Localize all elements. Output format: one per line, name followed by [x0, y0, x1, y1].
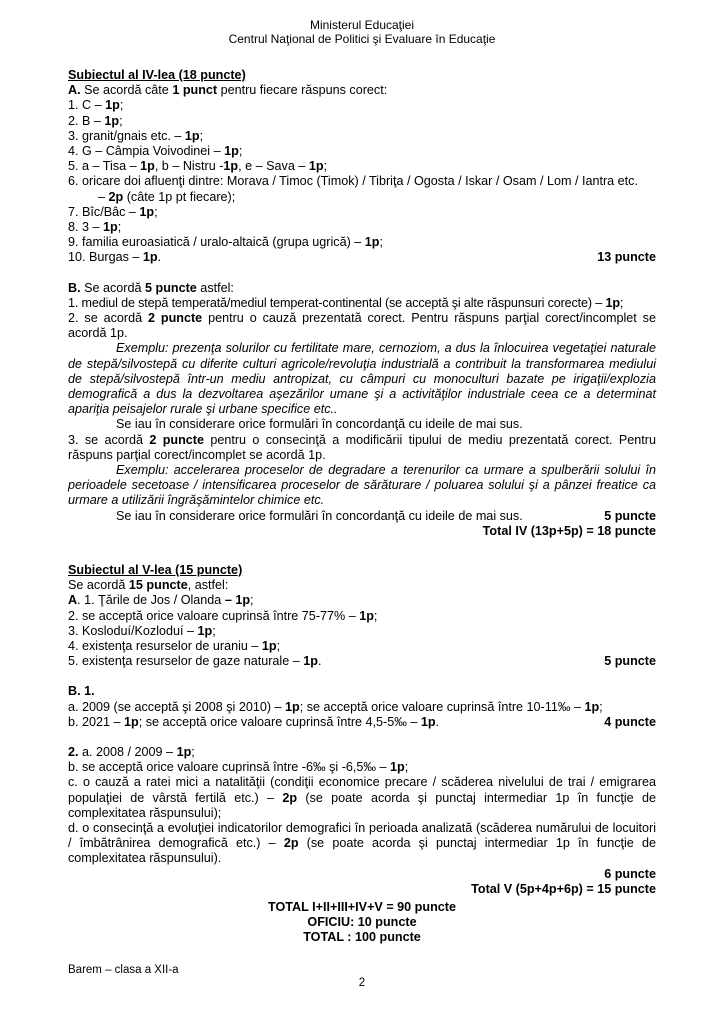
b1-label: B. 1.: [68, 684, 95, 699]
answer-item-last-row: 10. Burgas – 1p. 13 puncte: [68, 250, 656, 265]
grand-totals: [0, 900, 724, 946]
answer-item: 8. 3 – 1p;: [68, 220, 122, 235]
b-item-1: 1. mediul de stepă temperată/mediul temperat-continental (se acceptă şi alte răspunsuri corecte) – 1p;: [68, 295, 624, 310]
a-item: A. 1. Ţările de Jos / Olanda – 1p;: [68, 593, 254, 608]
header-ministry: Ministerul Educaţiei: [309, 18, 415, 32]
a-item: 3. Kosloduí/Kozloduí – 1p;: [68, 623, 216, 638]
b-item-3-note-row: [68, 509, 656, 524]
total-v: Total V (5p+4p+6p) = 15 puncte: [471, 881, 656, 896]
b2-item-d: d. o consecinţă a evoluţiei indicatorilor demografici în perioada analizată (scăderea numărului de locuitori / îmbătrânirea demografică etc.) – 2p (se poate acorda şi punctaj intermediar 1p în funcţie de complexitatea răspunsului).: [68, 821, 656, 866]
b-item-3-example: Exemplu: accelerarea proceselor de degradare a terenurilor ca urmare a spulberării solului în perioadele secetoase / intensificarea proceselor de sărăturare / poluarea solului şi a pânzei freatice ca urmare a utilizării îngrăşămintelor chimice etc.: [68, 463, 656, 508]
subject-iv: [68, 68, 656, 539]
a-item: 4. existenţa resurselor de uraniu – 1p;: [68, 639, 281, 654]
office-points-line: OFICIU: 10 puncte: [307, 915, 417, 930]
b2-item-a: 2. a. 2008 / 2009 – 1p;: [68, 745, 195, 760]
header-center: Centrul Naţional de Politici şi Evaluare în Educaţie: [228, 32, 496, 46]
subtotal-v-a: 5 puncte: [604, 654, 656, 669]
b2-item-c: c. o cauză a ratei mici a natalităţii (condiţii economice precare / scăderea nivelului de trai / emigrarea populaţiei de vârstă fertilă etc.) – 2p (se poate acorda şi punctaj intermediar 1p în funcţie de complexitatea răspunsului);: [68, 775, 656, 820]
subtotal-a: 13 puncte: [597, 250, 656, 265]
subject-v-title: Subiectul al V-lea (15 puncte): [68, 563, 243, 577]
b-item-2-note: Se iau în considerare orice formulări în concordanţă cu ideile de mai sus.: [116, 417, 523, 432]
a-item: 2. se acceptă orice valoare cuprinsă între 75-77% – 1p;: [68, 608, 378, 623]
header: [0, 18, 724, 46]
answer-item: 6. oricare doi afluenţi dintre: Morava / Timoc (Timok) / Tibriţa / Ogosta / Iskar / Osam / Lom / Iantra etc.: [68, 174, 638, 189]
subtotal-v-b2: 6 puncte: [604, 866, 656, 881]
b-item-3-note: Se iau în considerare orice formulări în concordanţă cu ideile de mai sus.: [116, 508, 523, 523]
b-item-2-example: Exemplu: prezenţa solurilor cu fertilitate mare, cernoziom, a dus la înlocuirea vegetaţiei naturale de stepă/silvostepă cu diferite culturi agricole/revoluţia industrială a contribuit la transformarea mediului de stepă/silvostepă într-un mediu antropizat, cu câmpuri cu monoculturi bazate pe irigaţii/explozia demografică a dus la dezvoltarea aşezărilor umane şi a activităţilor industriale ceea ce a determinat apariţia peisajelor rurale şi urbane specifice etc..: [68, 341, 656, 417]
b-item-3: 3. se acordă 2 puncte pentru o consecinţă a modificării tipului de mediu prezentată corect. Pentru răspuns parţial corect/incomplet se acordă 1p.: [68, 432, 656, 462]
final-total-line: TOTAL : 100 puncte: [303, 930, 421, 945]
grand-total-line: TOTAL I+II+III+IV+V = 90 puncte: [268, 900, 456, 914]
footer-label: Barem – clasa a XII-a: [68, 964, 179, 976]
answer-item: 1. C – 1p;: [68, 98, 124, 113]
b-item-2: 2. se acordă 2 puncte pentru o cauză prezentată corect. Pentru răspuns parţial corect/incomplet se acordă 1p.: [68, 311, 656, 341]
answer-item: 5. a – Tisa – 1p, b – Nistru -1p, e – Sava – 1p;: [68, 159, 328, 174]
subject-iv-b-intro: B. Se acordă 5 puncte astfel:: [68, 280, 234, 295]
answer-item: 2. B – 1p;: [68, 113, 123, 128]
b2-item-b: b. se acceptă orice valoare cuprinsă între -6‰ şi -6,5‰ – 1p;: [68, 760, 409, 775]
answer-item: 9. familia euroasiatică / uralo-altaică (grupa ugrică) – 1p;: [68, 235, 383, 250]
b1-item-a: a. 2009 (se acceptă şi 2008 şi 2010) – 1p; se acceptă orice valoare cuprinsă între 10-11‰ – 1p;: [68, 699, 603, 714]
answer-item: 7. Bîc/Bâc – 1p;: [68, 204, 158, 219]
subject-iv-title: Subiectul al IV-lea (18 puncte): [68, 68, 246, 82]
total-iv: Total IV (13p+5p) = 18 puncte: [482, 523, 656, 538]
a-item-last-row: 5. existenţa resurselor de gaze naturale – 1p. 5 puncte: [68, 654, 656, 669]
page-number: 2: [358, 977, 366, 989]
b1-item-b-row: b. 2021 – 1p; se acceptă orice valoare cuprinsă între 4,5-5‰ – 1p. 4 puncte: [68, 714, 656, 729]
subject-iv-a-intro: A. Se acordă câte 1 punct pentru fiecare răspuns corect:: [68, 83, 388, 98]
subject-v: [68, 563, 656, 897]
answer-item: 3. granit/gnais etc. – 1p;: [68, 128, 204, 143]
subject-v-intro: Se acordă 15 puncte, astfel:: [68, 578, 229, 593]
subtotal-b: 5 puncte: [604, 508, 656, 523]
answer-item: – 2p (câte 1p pt fiecare);: [98, 189, 236, 204]
answer-item: 4. G – Câmpia Voivodinei – 1p;: [68, 144, 243, 159]
subtotal-v-b1: 4 puncte: [604, 714, 656, 729]
